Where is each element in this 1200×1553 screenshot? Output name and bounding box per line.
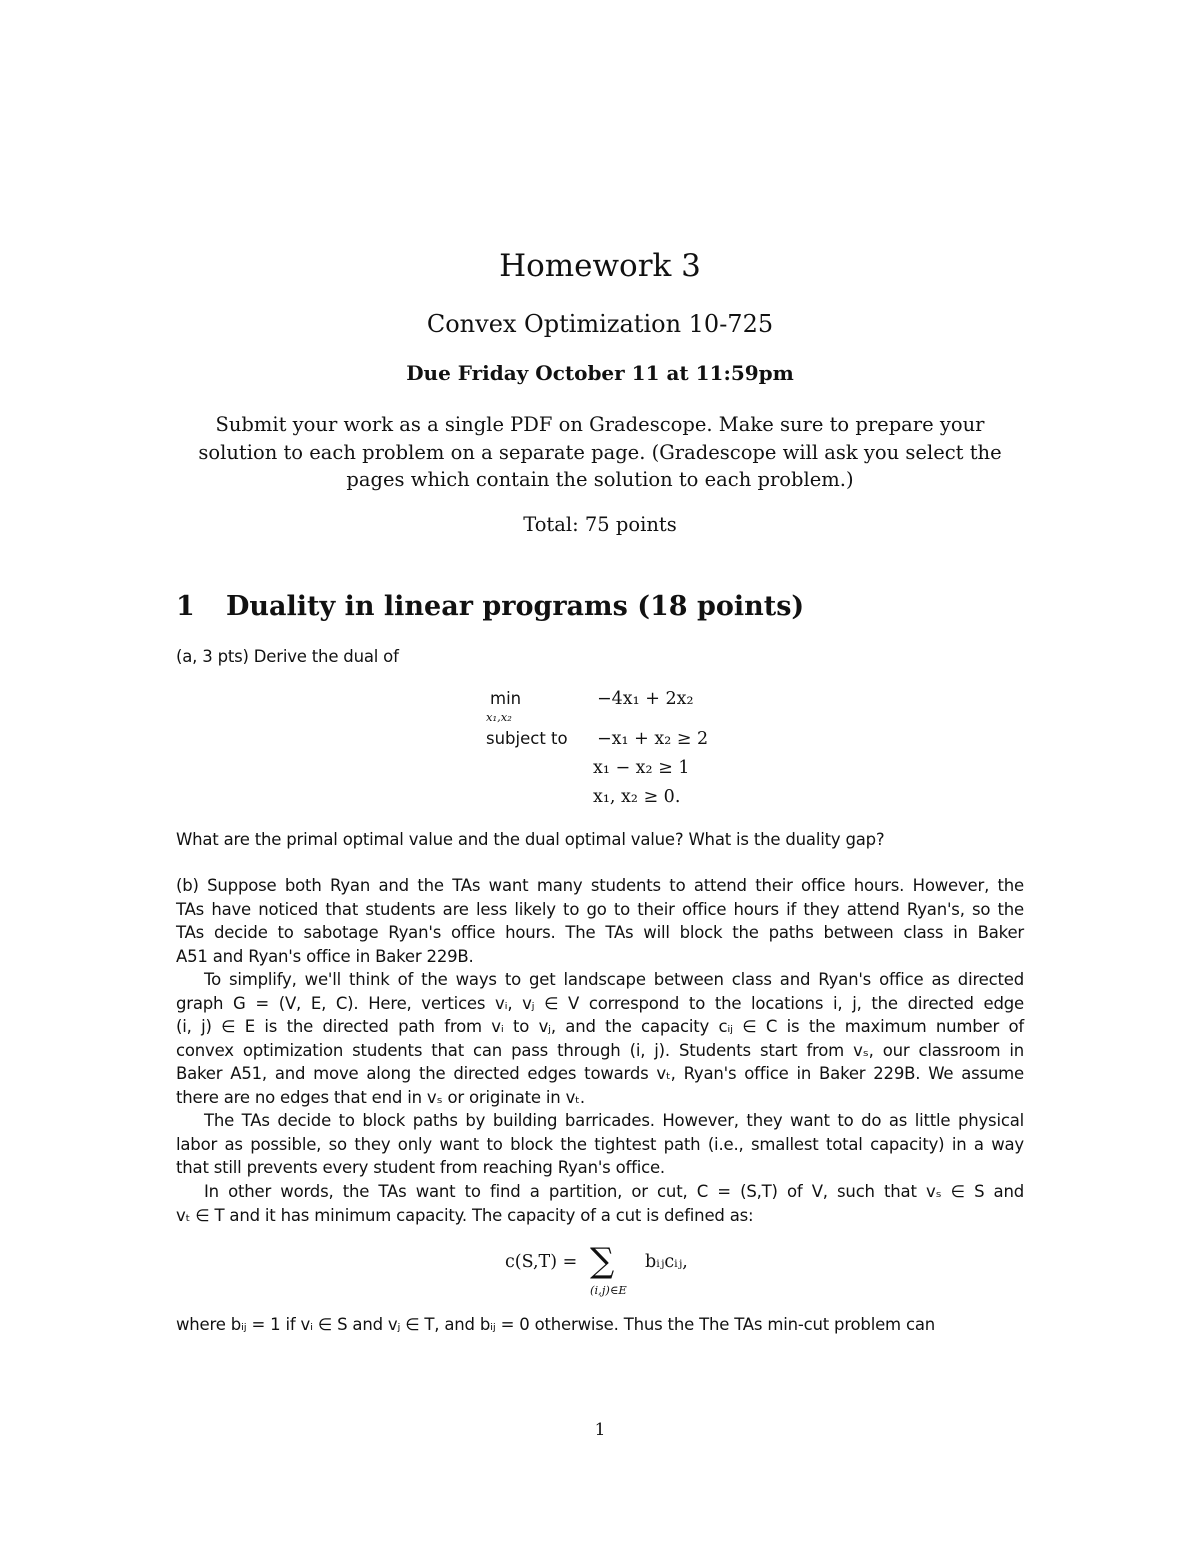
instruction-line: Submit your work as a single PDF on Gradescope. Make sure to prepare your	[215, 413, 985, 436]
due-date: Due Friday October 11 at 11:59pm	[406, 361, 794, 385]
sum-index: (i,j)∈E	[590, 1283, 627, 1297]
lp-constraint-2: x₁ − x₂ ≥ 1	[593, 758, 690, 778]
part-a-intro: (a, 3 pts) Derive the dual of	[176, 647, 399, 666]
part-b-paragraph-1	[176, 874, 1024, 968]
lp-constraint-1: −x₁ + x₂ ≥ 2	[597, 729, 709, 749]
total-points: Total: 75 points	[523, 513, 677, 536]
lp-objective: −4x₁ + 2x₂	[597, 689, 694, 709]
text-line: TAs have noticed that students are less likely to go to their office hours if they attend Ryan's, so the	[176, 899, 1024, 919]
text-line: labor as possible, so they only want to block the tightest path (i.e., smallest total capacity) in a way	[176, 1134, 1024, 1154]
part-b-paragraph-4	[176, 1180, 1024, 1227]
instruction-line: solution to each problem on a separate page. (Gradescope will ask you select the	[198, 440, 1002, 464]
course-name: Convex Optimization 10-725	[426, 310, 774, 338]
text-line: (i, j) ∈ E is the directed path from vᵢ to vⱼ, and the capacity cᵢⱼ ∈ C is the maximum number of	[176, 1017, 1024, 1037]
lp-subject-to: subject to	[486, 729, 568, 748]
document-title: Homework 3	[499, 248, 701, 284]
part-b-paragraph-2	[176, 968, 1024, 1110]
formula-rhs: bᵢⱼcᵢⱼ,	[645, 1252, 688, 1272]
section-number: 1	[176, 591, 195, 622]
formula-lhs: c(S,T) =	[505, 1252, 578, 1272]
part-b-paragraph-3	[176, 1109, 1024, 1180]
text-line: In other words, the TAs want to find a partition, or cut, C = (S,T) of V, such that vₛ ∈ S and	[204, 1182, 1024, 1201]
lp-constraint-3: x₁, x₂ ≥ 0.	[593, 787, 681, 807]
text-line: that still prevents every student from reaching Ryan's office.	[176, 1158, 665, 1178]
sum-symbol: ∑	[590, 1241, 615, 1281]
text-line: there are no edges that end in vₛ or originate in vₜ.	[176, 1087, 585, 1107]
part-b-last-line: where bᵢⱼ = 1 if vᵢ ∈ S and vⱼ ∈ T, and bᵢⱼ = 0 otherwise. Thus the The TAs min-cut problem can	[176, 1315, 935, 1334]
page-number: 1	[594, 1420, 606, 1440]
section-title: Duality in linear programs (18 points)	[226, 591, 805, 622]
text-line: To simplify, we'll think of the ways to get landscape between class and Ryan's office as directed	[204, 970, 1024, 989]
text-line: A51 and Ryan's office in Baker 229B.	[176, 946, 474, 966]
text-line: Baker A51, and move along the directed edges towards vₜ, Ryan's office in Baker 229B. We assume	[176, 1064, 1024, 1084]
text-line: TAs decide to sabotage Ryan's office hours. The TAs will block the paths between class in Baker	[176, 923, 1024, 943]
text-line: The TAs decide to block paths by building barricades. However, they want to do as little physical	[204, 1111, 1024, 1130]
section-heading	[176, 591, 804, 622]
instruction-line: pages which contain the solution to each problem.)	[346, 468, 854, 491]
text-line: graph G = (V, E, C). Here, vertices vᵢ, vⱼ ∈ V correspond to the locations i, j, the directed edge	[176, 993, 1024, 1013]
lp-min-subscript: x₁,x₂	[486, 710, 512, 724]
lp-min-label: min	[490, 689, 522, 708]
part-a-question: What are the primal optimal value and the dual optimal value? What is the duality gap?	[176, 830, 885, 849]
text-line: (b) Suppose both Ryan and the TAs want many students to attend their office hours. However, the	[176, 876, 1024, 895]
submission-instructions	[170, 411, 1030, 494]
text-line: vₜ ∈ T and it has minimum capacity. The capacity of a cut is defined as:	[176, 1205, 754, 1225]
text-line: convex optimization students that can pass through (i, j). Students start from vₛ, our classroom in	[176, 1040, 1024, 1060]
